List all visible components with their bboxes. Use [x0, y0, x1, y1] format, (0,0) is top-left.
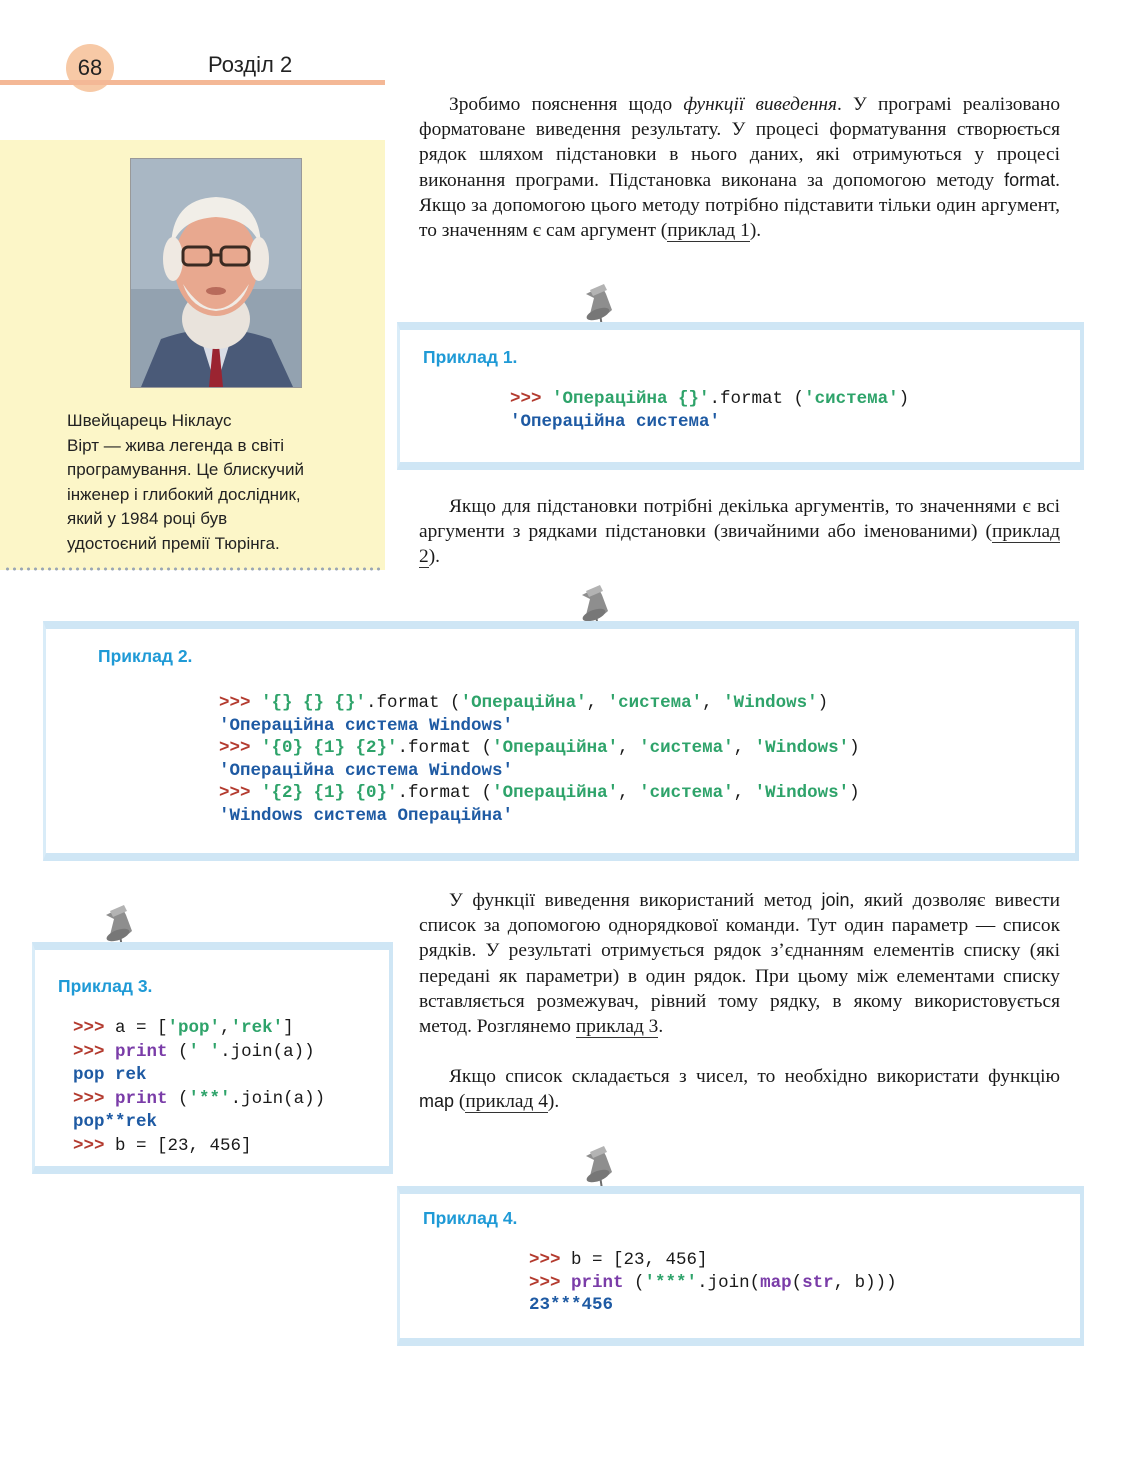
example-1-reference[interactable]: приклад 1 [667, 220, 750, 242]
photo-caption: Швейцарець Ніклаус Вірт — жива легенда в світі програмування. Це блискучий інженер і глибокий дослідник, який у 1984 році був удостоєний премії Тюрінга. [67, 411, 304, 553]
paragraph-map: Якщо список складається з чисел, то необхідно використати функцію map (приклад 4). [419, 1066, 1060, 1113]
portrait-photo [130, 158, 302, 388]
example-3-reference[interactable]: приклад 3 [575, 1016, 659, 1038]
example-2-code: >>> '{} {} {}'.format ('Операційна', 'система', 'Windows') 'Операційна система Windows' >>> '{0} {1} {2}'.format ('Операційна', 'система', 'Windows') 'Операційна система Windows' >>> '{2} {1} {0}'.format ('Операційна', 'система', 'Windows') 'Windows система Операційна' [219, 693, 860, 826]
page-number: 68 [66, 44, 114, 92]
paragraph-join: У функції виведення використаний метод join, який дозволяє вивести список за допомогою однорядкової команди. Тут один параметр — список рядків. У результаті отримується рядок з’єднанням елементів списку (які передані як параметри) в один рядок. При цьому між елементами списку вставляється розмежувач, рівний тому рядку, в якому використовується метод. Розглянемо приклад 3. [419, 890, 1060, 1038]
example-4-box [397, 1186, 1084, 1346]
paragraph-format: Зробимо пояснення щодо функції виведення. У програмі реалізовано форматоване виведення результату. У процесі форматування створюється рядок шляхом підстановки в нього даних, які отримуються у процесі виконання програми. Підстановка виконана за допомогою методу format. Якщо за допомогою цього методу потрібно підставити тільки один аргумент, то значенням є сам аргумент (приклад 1). [419, 94, 1061, 242]
example-4-reference[interactable]: приклад 4 [465, 1091, 548, 1113]
paragraph-multiple-args: Якщо для підстановки потрібні декілька аргументів, то значеннями є всі аргументи з рядками підстановки (звичайними або іменованими) (приклад 2). [419, 496, 1060, 568]
example-2-box [43, 621, 1079, 861]
header-rule [0, 80, 385, 85]
example-3-code: >>> a = ['pop','rek'] >>> print (' '.join(a)) pop rek >>> print ('**'.join(a)) pop**rek >>> b = [23, 456] [73, 1018, 326, 1156]
example-2-label: Приклад 2. [98, 646, 193, 666]
dotted-divider [4, 567, 384, 571]
example-1-code: >>> 'Операційна {}'.format ('система') 'Операційна система' [510, 389, 910, 432]
example-2-reference[interactable]: приклад 2 [419, 521, 1060, 568]
example-4-code: >>> b = [23, 456] >>> print ('***'.join(map(str, b))) 23***456 [529, 1250, 897, 1315]
example-3-box [32, 942, 393, 1174]
section-title: Розділ 2 [208, 52, 293, 77]
example-1-box [397, 322, 1084, 470]
example-3-label: Приклад 3. [58, 976, 153, 996]
example-1-label: Приклад 1. [423, 347, 518, 367]
example-4-label: Приклад 4. [423, 1208, 518, 1228]
portrait-illustration [131, 159, 301, 387]
